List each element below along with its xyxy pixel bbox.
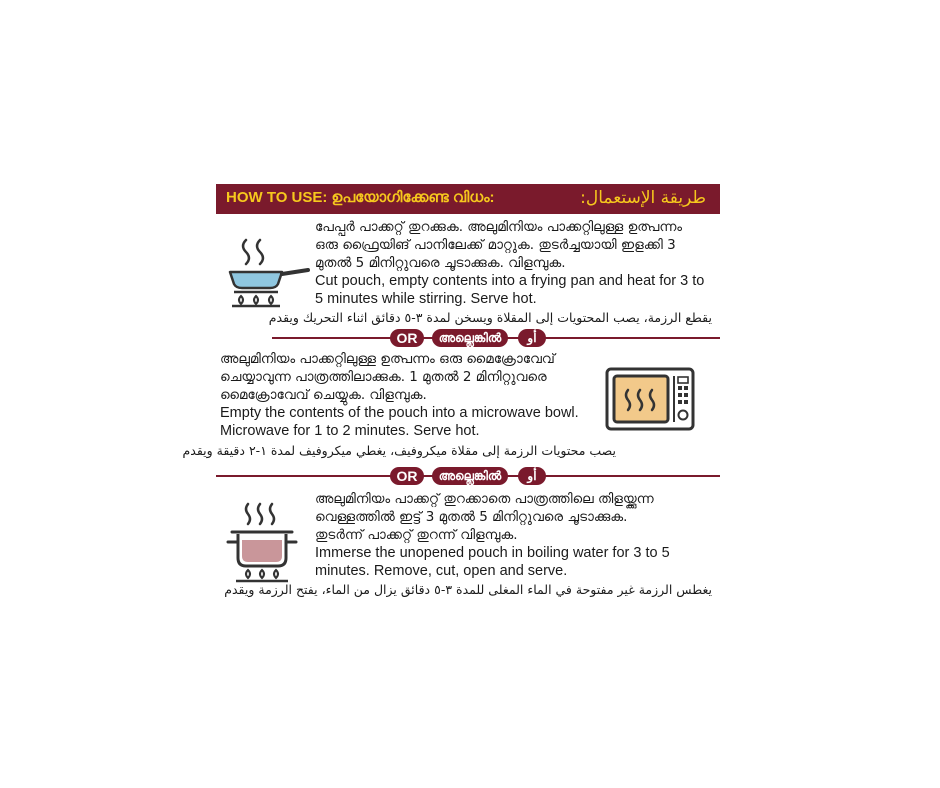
separator-2-or: OR: [390, 467, 424, 485]
boiling-pot-icon: [226, 500, 298, 588]
step-2-ml-line-2: ചെയ്യാവുന്ന പാത്രത്തിലാക്കുക. 1 മുതൽ 2 മിനിറ്റുവരെ: [220, 369, 547, 385]
separator-1-or: OR: [390, 329, 424, 347]
frying-pan-on-stove-icon: [224, 236, 314, 312]
step-3-ml-line-1: അലുമിനിയം പാക്കറ്റ് തുറക്കാതെ പാത്രത്തിലെ തിളയ്ക്കുന്ന: [315, 491, 654, 507]
step-3-ml-line-2: വെള്ളത്തിൽ ഇട്ട് 3 മുതൽ 5 മിനിറ്റുവരെ ചൂടാക്കുക.: [315, 509, 628, 525]
step-1-ml-line-2: ഒരു ഫ്രൈയിങ് പാനിലേക്ക് മാറ്റുക. തുടർച്ചയായി ഇളക്കി 3: [315, 237, 676, 253]
step-2-ar: يصب محتويات الرزمة إلى مقلاة ميكروفيف، يغطي ميكروفيف لمدة ١-٢ دقيقة ويقدم: [182, 443, 616, 458]
instructions-header: [216, 184, 720, 214]
separator-2-or-ar: أو: [518, 467, 546, 485]
step-1-text: [315, 218, 715, 308]
step-3-ml-line-3: തുടർന്ന് പാക്കറ്റ് തുറന്ന് വിളമ്പുക.: [315, 527, 518, 543]
step-3-en-line-1: Immerse the unopened pouch in boiling water for 3 to 5: [315, 545, 670, 561]
step-1-ar: يقطع الرزمة، يصب المحتويات إلى المقلاة ويسخن لمدة ٣-٥ دقائق اثناء التحريك ويقدم: [268, 310, 712, 325]
header-title-en: HOW TO USE: ഉപയോഗിക്കേണ്ട വിധം:: [226, 189, 495, 206]
usage-instructions-panel: [182, 184, 720, 606]
step-3-text: [315, 490, 715, 580]
step-2-text: [220, 350, 600, 440]
header-title-ar: طريقة الإستعمال:: [580, 188, 706, 208]
step-2-en-line-1: Empty the contents of the pouch into a microwave bowl.: [220, 405, 579, 421]
step-2-en-line-2: Microwave for 1 to 2 minutes. Serve hot.: [220, 423, 480, 439]
separator-1-or-ml: അല്ലെങ്കിൽ: [432, 329, 508, 347]
step-3-en-line-2: minutes. Remove, cut, open and serve.: [315, 563, 568, 579]
step-3-ar: يغطس الرزمة غير مفتوحة في الماء المغلى للمدة ٣-٥ دقائق يزال من الماء، يفتح الرزمة ويقدم: [224, 582, 712, 597]
separator-2-or-ml: അല്ലെങ്കിൽ: [432, 467, 508, 485]
step-1-en-line-2: 5 minutes while stirring. Serve hot.: [315, 291, 537, 307]
step-2-ml-line-3: മൈക്രോവേവ് ചെയ്യുക. വിളമ്പുക.: [220, 387, 427, 403]
step-1-ml-line-3: മുതൽ 5 മിനിറ്റുവരെ ചൂടാക്കുക. വിളമ്പുക.: [315, 255, 566, 271]
step-1-en-line-1: Cut pouch, empty contents into a frying pan and heat for 3 to: [315, 273, 705, 289]
separator-1-or-ar: أو: [518, 329, 546, 347]
microwave-icon: [604, 366, 696, 438]
step-2-ml-line-1: അലുമിനിയം പാക്കറ്റിലുള്ള ഉത്പന്നം ഒരു മൈക്രോവേവ്: [220, 351, 555, 367]
step-1-ml-line-1: പേപ്പർ പാക്കറ്റ് തുറക്കുക. അലുമിനിയം പാക്കറ്റിലുള്ള ഉത്പന്നം: [315, 219, 683, 235]
